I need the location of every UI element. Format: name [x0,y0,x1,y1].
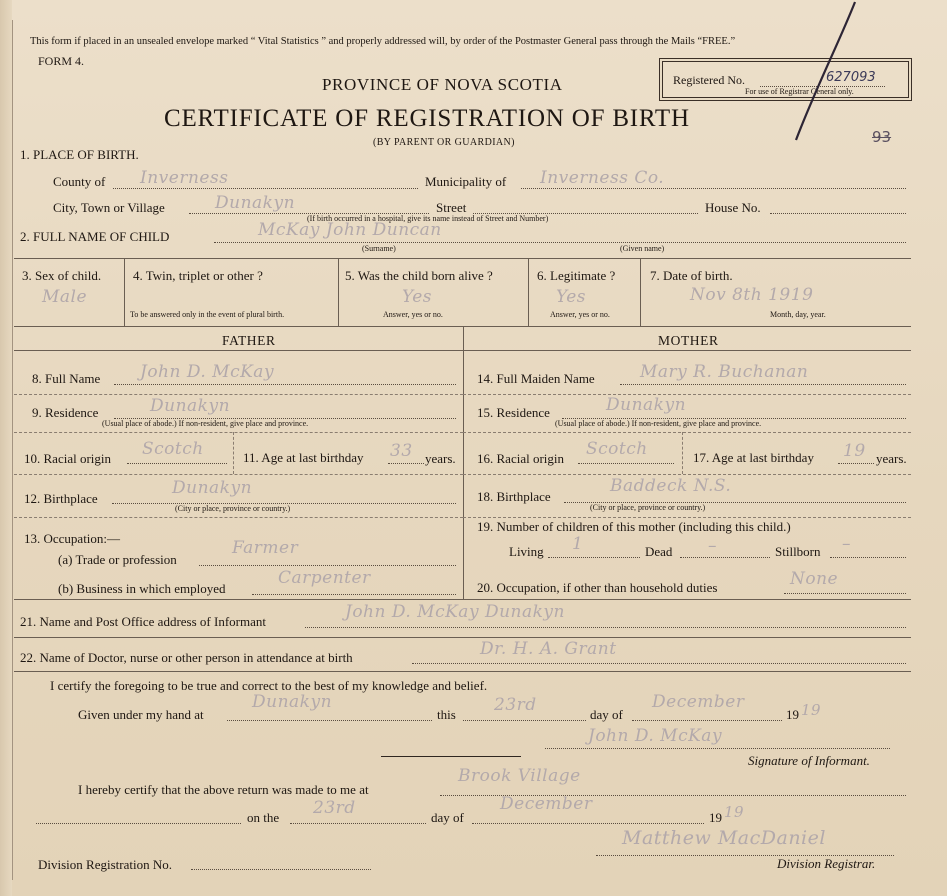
informant-value: John D. McKay Dunakyn [345,602,565,622]
day-of-label-2: day of [431,810,464,825]
business-label: (b) Business in which employed [58,581,226,596]
children-count-label: 19. Number of children of this mother (including this child.) [477,519,791,534]
registered-number-value: 627093 [826,70,876,85]
given-under-label: Given under my hand at [78,707,204,722]
legitimate-value: Yes [556,287,587,307]
province-title: PROVINCE OF NOVA SCOTIA [322,75,563,94]
father-name-label: 8. Full Name [32,371,101,386]
year-prefix: 19 [786,707,799,722]
twin-label: 4. Twin, triplet or other ? [133,268,263,283]
mother-heading: MOTHER [658,333,719,348]
return-place-value: Brook Village [458,766,581,786]
trade-value: Farmer [232,538,299,558]
division-registrar-label: Division Registrar. [777,856,876,871]
father-residence-note: (Usual place of abode.) If non-resident, give place and province. [102,419,309,428]
binding-edge [0,0,12,896]
place-of-birth-label: 1. PLACE OF BIRTH. [20,147,139,162]
legitimate-note: Answer, yes or no. [550,310,610,319]
municipality-value: Inverness Co. [540,168,665,188]
this-label: this [437,707,456,722]
mother-occupation-value: None [790,569,839,589]
street-label: Street [436,200,467,215]
child-name-label: 2. FULL NAME OF CHILD [20,229,170,244]
mother-age-label: 17. Age at last birthday [693,450,814,465]
informant-signature-label: Signature of Informant. [748,753,870,768]
sex-value: Male [42,287,88,307]
this-day-value: 23rd [494,695,537,715]
father-heading: FATHER [222,333,276,348]
informant-signature: John D. McKay [588,726,723,746]
return-statement: I hereby certify that the above return was made to me at [78,782,369,797]
day-of-label: day of [590,707,623,722]
registrar-signature: Matthew MacDaniel [622,827,826,849]
corner-number: 93 [872,128,892,146]
dob-value: Nov 8th 1919 [690,285,814,305]
registrar-pen-stroke [780,0,860,150]
mother-residence-label: 15. Residence [477,405,550,420]
mother-residence-note: (Usual place of abode.) If non-resident, give place and province. [555,419,762,428]
mother-birthplace-label: 18. Birthplace [477,489,551,504]
left-margin-rule [12,20,13,880]
stillborn-value: – [842,534,851,554]
dead-label: Dead [645,544,673,559]
year-value-2: 19 [724,803,745,821]
surname-caption: (Surname) [362,244,396,253]
sex-label: 3. Sex of child. [22,268,102,283]
certificate-title: CERTIFICATE OF REGISTRATION OF BIRTH [164,105,690,132]
dead-value: – [708,536,717,556]
alive-label: 5. Was the child born alive ? [345,268,493,283]
father-residence-label: 9. Residence [32,405,99,420]
trade-label: (a) Trade or profession [58,552,177,567]
father-age-value: 33 [390,441,413,461]
given-name-caption: (Given name) [620,244,665,253]
stillborn-label: Stillborn [775,544,821,559]
registered-label: Registered No. [673,73,745,87]
father-birthplace-value: Dunakyn [172,478,253,498]
division-registration-label: Division Registration No. [38,857,172,872]
mother-age-value: 19 [843,441,866,461]
city-value: Dunakyn [215,193,296,213]
mother-maiden-label: 14. Full Maiden Name [477,371,595,386]
mother-birthplace-note: (City or place, province or country.) [590,503,706,512]
month-value-2: December [500,794,593,814]
mother-racial-value: Scotch [586,439,648,459]
house-label: House No. [705,200,761,215]
father-birthplace-note: (City or place, province or country.) [175,504,291,513]
mother-occupation-label: 20. Occupation, if other than household duties [477,580,718,595]
county-value: Inverness [140,168,229,188]
alive-note: Answer, yes or no. [383,310,443,319]
given-place-value: Dunakyn [252,692,333,712]
certificate-subtitle: (BY PARENT OR GUARDIAN) [373,137,515,148]
doctor-label: 22. Name of Doctor, nurse or other person in attendance at birth [20,650,353,665]
registrar-note: For use of Registrar General only. [745,87,854,96]
mother-birthplace-value: Baddeck N.S. [610,476,732,496]
form-number: FORM 4. [38,54,85,68]
mother-maiden-value: Mary R. Buchanan [640,362,809,382]
year-prefix-2: 19 [709,810,722,825]
father-name-value: John D. McKay [140,362,275,382]
mother-residence-value: Dunakyn [606,395,687,415]
father-years-label: years. [425,451,456,466]
alive-value: Yes [402,287,433,307]
mother-years-label: years. [876,451,907,466]
legitimate-label: 6. Legitimate ? [537,268,616,283]
on-the-value: 23rd [313,798,356,818]
blank-signature-rule [381,756,521,757]
postal-notice: This form if placed in an unsealed envelope marked “ Vital Statistics ” and properly addressed will, by order of the Postmaster General pass through the Mails “FREE.” [30,36,736,47]
twin-note: To be answered only in the event of plural birth. [130,310,285,319]
dob-label: 7. Date of birth. [650,268,733,283]
father-racial-value: Scotch [142,439,204,459]
informant-label: 21. Name and Post Office address of Informant [20,614,266,629]
month-value: December [652,692,745,712]
county-label: County of [53,174,106,189]
child-name-value: McKay John Duncan [258,220,442,240]
doctor-value: Dr. H. A. Grant [480,639,617,659]
father-age-label: 11. Age at last birthday [243,450,364,465]
hospital-note: (If birth occurred in a hospital, give its name instead of Street and Number) [307,214,549,223]
city-label: City, Town or Village [53,200,165,215]
dob-note: Month, day, year. [770,310,826,319]
living-value: 1 [572,534,584,554]
municipality-label: Municipality of [425,174,507,189]
certification-statement: I certify the foregoing to be true and correct to the best of my knowledge and belief. [50,678,488,693]
mother-racial-label: 16. Racial origin [477,451,565,466]
living-label: Living [509,544,544,559]
on-the-label: on the [247,810,280,825]
business-value: Carpenter [278,568,371,588]
father-birthplace-label: 12. Birthplace [24,491,98,506]
year-value: 19 [801,701,822,719]
father-residence-value: Dunakyn [150,396,231,416]
father-racial-label: 10. Racial origin [24,451,112,466]
father-occupation-label: 13. Occupation:— [24,531,121,546]
